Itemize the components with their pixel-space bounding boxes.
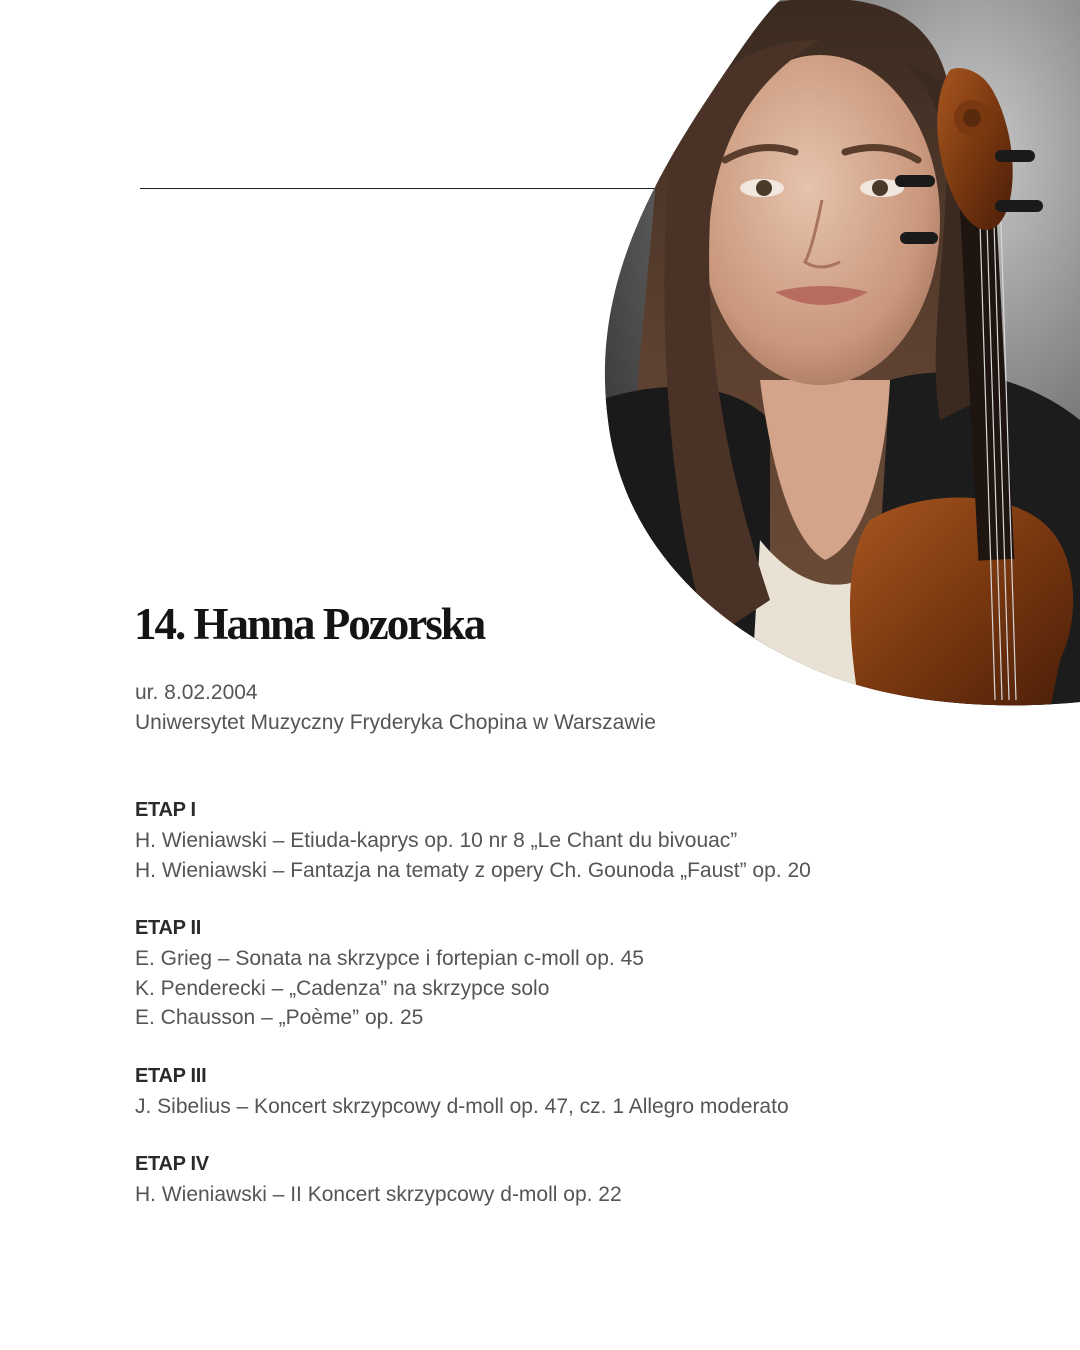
page-title: 14. Hanna Pozorska xyxy=(134,599,485,649)
repertoire-item: H. Wieniawski – II Koncert skrzypcowy d-moll op. 22 xyxy=(135,1183,622,1206)
stage-section-3 xyxy=(135,1062,1035,1122)
repertoire-item: H. Wieniawski – Etiuda-kaprys op. 10 nr 8 „Le Chant du bivouac” xyxy=(135,829,738,852)
stage-title: ETAP III xyxy=(135,1065,207,1087)
stage-section-2 xyxy=(135,914,1035,1033)
performer-meta xyxy=(135,678,656,738)
repertoire-item: K. Penderecki – „Cadenza” na skrzypce solo xyxy=(135,976,550,1000)
stage-title: ETAP II xyxy=(135,917,202,939)
repertoire-item: H. Wieniawski – Fantazja na tematy z opery Ch. Gounoda „Faust” op. 20 xyxy=(135,858,811,882)
birth-date: ur. 8.02.2004 xyxy=(135,681,258,704)
repertoire-item: J. Sibelius – Koncert skrzypcowy d-moll op. 47, cz. 1 Allegro moderato xyxy=(135,1095,789,1118)
stage-section-4 xyxy=(135,1150,1035,1210)
stage-title: ETAP IV xyxy=(135,1153,209,1175)
repertoire-item: E. Chausson – „Poème” op. 25 xyxy=(135,1006,424,1029)
portrait-photo xyxy=(600,0,1080,710)
stage-section-1 xyxy=(135,796,1035,885)
school-name: Uniwersytet Muzyczny Fryderyka Chopina w Warszawie xyxy=(135,711,656,734)
stage-title: ETAP I xyxy=(135,799,196,821)
decorative-rule xyxy=(140,188,665,189)
repertoire-item: E. Grieg – Sonata na skrzypce i fortepian c-moll op. 45 xyxy=(135,947,644,970)
